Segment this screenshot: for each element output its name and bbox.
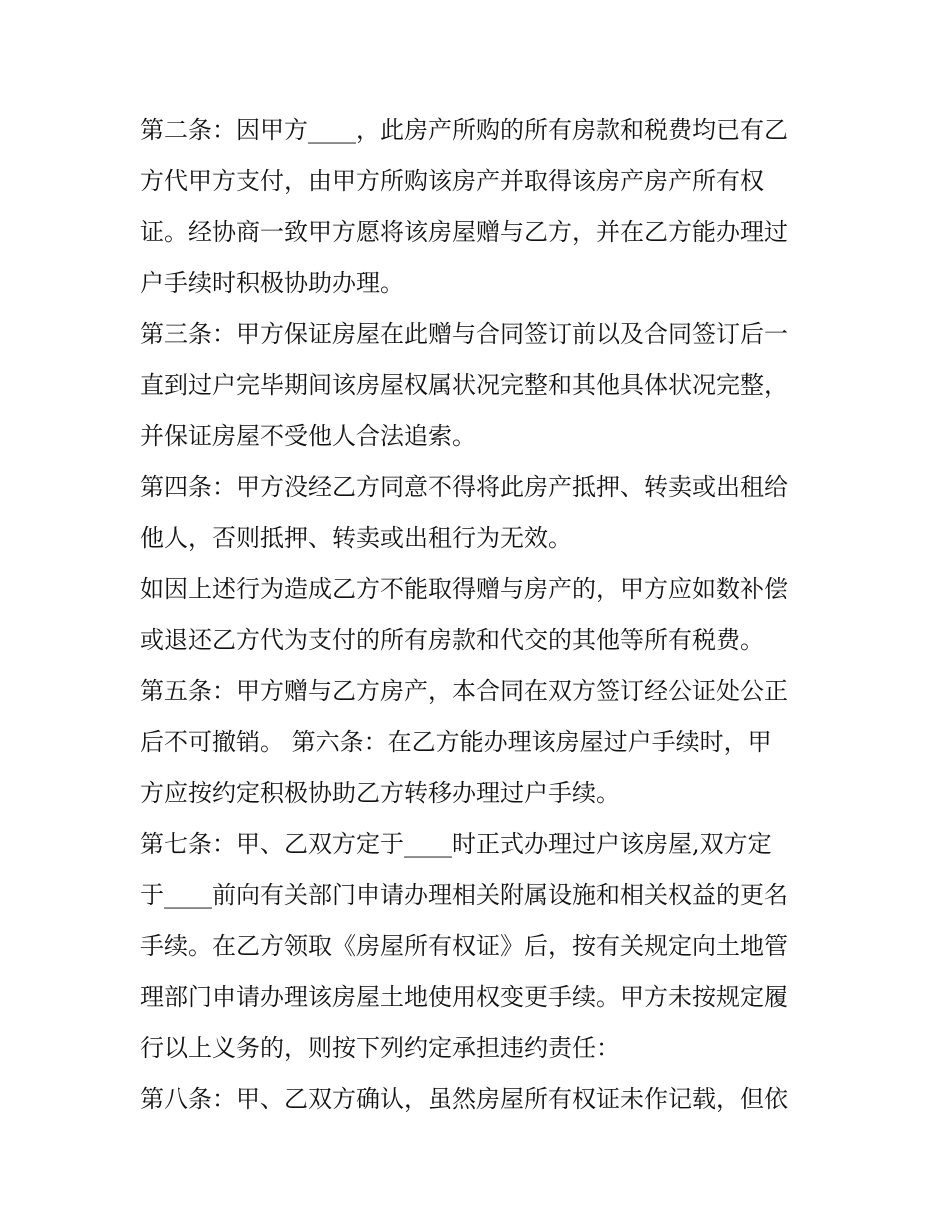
text-line: 并保证房屋不受他人合法追索。 xyxy=(140,422,476,450)
text-line: 证。经协商一致甲方愿将该房屋赠与乙方，并在乙方能办理过 xyxy=(140,218,788,246)
text-line: 第五条：甲方赠与乙方房产，本合同在双方签订经公证处公正 xyxy=(140,677,788,705)
text-line: 如因上述行为造成乙方不能取得赠与房产的，甲方应如数补偿 xyxy=(140,575,788,603)
text-line: 第八条：甲、乙双方确认，虽然房屋所有权证未作记载，但依 xyxy=(140,1085,788,1113)
text-line: 方应按约定积极协助乙方转移办理过户手续。 xyxy=(140,779,620,807)
text-line: 行以上义务的，则按下列约定承担违约责任： xyxy=(140,1034,620,1062)
text-line: 第二条：因甲方____，此房产所购的所有房款和税费均已有乙 xyxy=(140,116,788,144)
text-line: 他人，否则抵押、转卖或出租行为无效。 xyxy=(140,524,572,552)
text-line: 第七条：甲、乙双方定于____时正式办理过户该房屋,双方定 xyxy=(140,830,772,858)
text-line: 第三条：甲方保证房屋在此赠与合同签订前以及合同签订后一 xyxy=(140,320,788,348)
document-body xyxy=(140,105,820,1125)
text-line: 于____前向有关部门申请办理相关附属设施和相关权益的更名 xyxy=(140,881,788,909)
text-line: 第四条：甲方没经乙方同意不得将此房产抵押、转卖或出租给 xyxy=(140,473,788,501)
text-line: 直到过户完毕期间该房屋权属状况完整和其他具体状况完整， xyxy=(140,371,788,399)
text-line: 手续。在乙方领取《房屋所有权证》后，按有关规定向土地管 xyxy=(140,932,788,960)
text-line: 方代甲方支付，由甲方所购该房产并取得该房产房产所有权 xyxy=(140,167,764,195)
text-line: 户手续时积极协助办理。 xyxy=(140,269,404,297)
text-line: 或退还乙方代为支付的所有房款和代交的其他等所有税费。 xyxy=(140,626,764,654)
text-line: 理部门申请办理该房屋土地使用权变更手续。甲方未按规定履 xyxy=(140,983,788,1011)
text-line: 后不可撤销。 第六条：在乙方能办理该房屋过户手续时，甲 xyxy=(140,728,772,756)
